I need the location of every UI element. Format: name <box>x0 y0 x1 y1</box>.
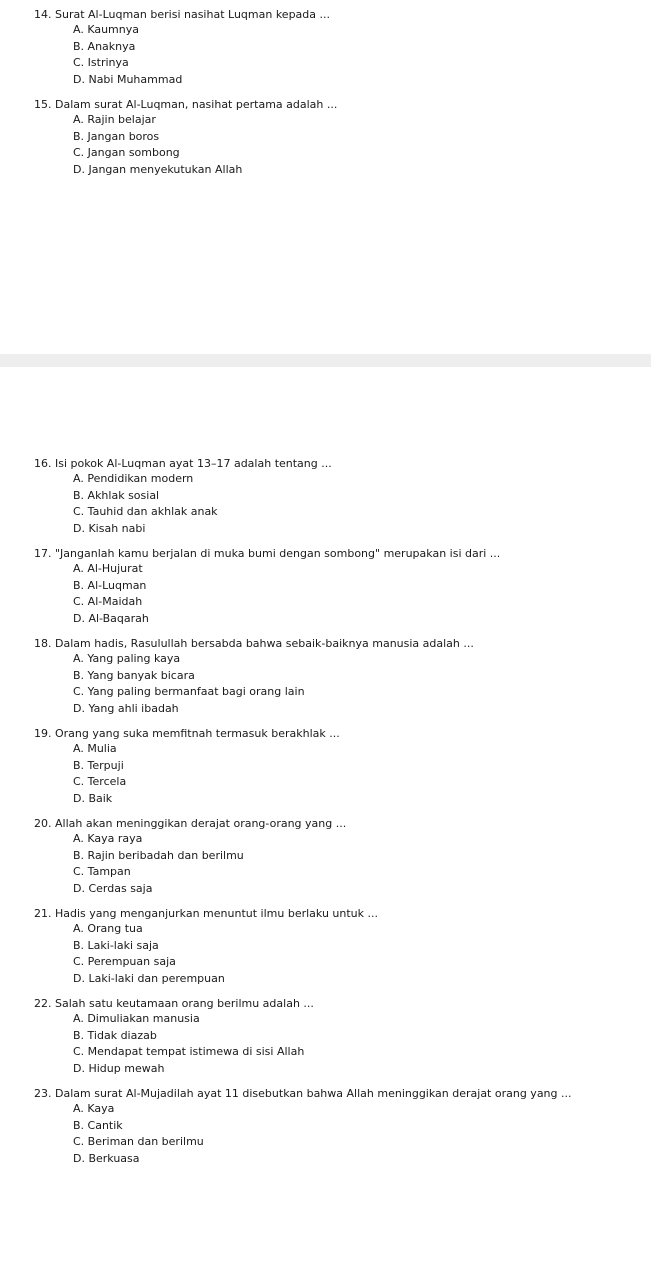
option-a: A. Pendidikan modern <box>73 472 194 485</box>
option-d: D. Nabi Muhammad <box>73 72 183 86</box>
question-text: 17. "Janganlah kamu berjalan di muka bumi dengan sombong" merupakan isi dari ... <box>34 547 501 560</box>
option-c: C. Mendapat tempat istimewa di sisi Allah <box>73 1045 305 1058</box>
option-b: B. Jangan boros <box>73 129 160 143</box>
option-b: B. Terpuji <box>73 758 124 772</box>
question-19 <box>34 727 651 807</box>
option-d: D. Baik <box>73 791 113 805</box>
option-b: B. Anaknya <box>73 39 136 53</box>
page-top-section <box>0 0 651 178</box>
option-d: D. Berkuasa <box>73 1151 140 1165</box>
option-d: D. Yang ahli ibadah <box>73 701 179 715</box>
question-text: 23. Dalam surat Al-Mujadilah ayat 11 disebutkan bahwa Allah meninggikan derajat orang yang ... <box>34 1087 572 1100</box>
question-text: 14. Surat Al-Luqman berisi nasihat Luqman kepada ... <box>34 8 331 21</box>
option-c: C. Jangan sombong <box>73 146 180 159</box>
question-text: 18. Dalam hadis, Rasulullah bersabda bahwa sebaik-baiknya manusia adalah ... <box>34 637 474 650</box>
option-a: A. Kaya raya <box>73 832 143 845</box>
question-text: 19. Orang yang suka memfitnah termasuk berakhlak ... <box>34 727 340 740</box>
question-text: 20. Allah akan meninggikan derajat orang-orang yang ... <box>34 817 347 830</box>
question-21 <box>34 907 651 987</box>
option-b: B. Rajin beribadah dan berilmu <box>73 848 244 862</box>
option-c: C. Al-Maidah <box>73 595 143 608</box>
question-15 <box>34 98 651 178</box>
option-d: D. Hidup mewah <box>73 1061 165 1075</box>
option-a: A. Mulia <box>73 742 117 755</box>
option-c: C. Beriman dan berilmu <box>73 1135 204 1148</box>
option-d: D. Kisah nabi <box>73 521 146 535</box>
option-a: A. Yang paling kaya <box>73 652 181 665</box>
question-14 <box>34 8 651 88</box>
option-d: D. Laki-laki dan perempuan <box>73 971 225 985</box>
question-text: 21. Hadis yang menganjurkan menuntut ilmu berlaku untuk ... <box>34 907 378 920</box>
option-b: B. Al-Luqman <box>73 578 147 592</box>
option-a: A. Dimuliakan manusia <box>73 1012 200 1025</box>
option-b: B. Yang banyak bicara <box>73 668 195 682</box>
option-c: C. Tauhid dan akhlak anak <box>73 505 218 518</box>
option-c: C. Perempuan saja <box>73 955 176 968</box>
question-22 <box>34 997 651 1077</box>
option-a: A. Kaumnya <box>73 23 139 36</box>
question-text: 16. Isi pokok Al-Luqman ayat 13–17 adalah tentang ... <box>34 457 332 470</box>
option-b: B. Tidak diazab <box>73 1028 157 1042</box>
question-text: 15. Dalam surat Al-Luqman, nasihat pertama adalah ... <box>34 98 338 111</box>
option-a: A. Rajin belajar <box>73 113 156 126</box>
option-b: B. Laki-laki saja <box>73 938 159 952</box>
option-a: A. Kaya <box>73 1102 115 1115</box>
option-d: D. Jangan menyekutukan Allah <box>73 162 243 176</box>
question-20 <box>34 817 651 897</box>
option-d: D. Cerdas saja <box>73 881 153 895</box>
question-23 <box>34 1087 651 1167</box>
page-bottom-section <box>0 457 651 1167</box>
question-text: 22. Salah satu keutamaan orang berilmu adalah ... <box>34 997 314 1010</box>
option-c: C. Istrinya <box>73 56 129 69</box>
option-c: C. Tercela <box>73 775 127 788</box>
option-b: B. Akhlak sosial <box>73 488 160 502</box>
option-c: C. Tampan <box>73 865 131 878</box>
page-break-divider <box>0 354 651 367</box>
option-a: A. Orang tua <box>73 922 143 935</box>
option-d: D. Al-Baqarah <box>73 611 149 625</box>
question-17 <box>34 547 651 627</box>
question-16 <box>34 457 651 537</box>
question-18 <box>34 637 651 717</box>
option-c: C. Yang paling bermanfaat bagi orang lain <box>73 685 305 698</box>
option-a: A. Al-Hujurat <box>73 562 143 575</box>
option-b: B. Cantik <box>73 1118 123 1132</box>
